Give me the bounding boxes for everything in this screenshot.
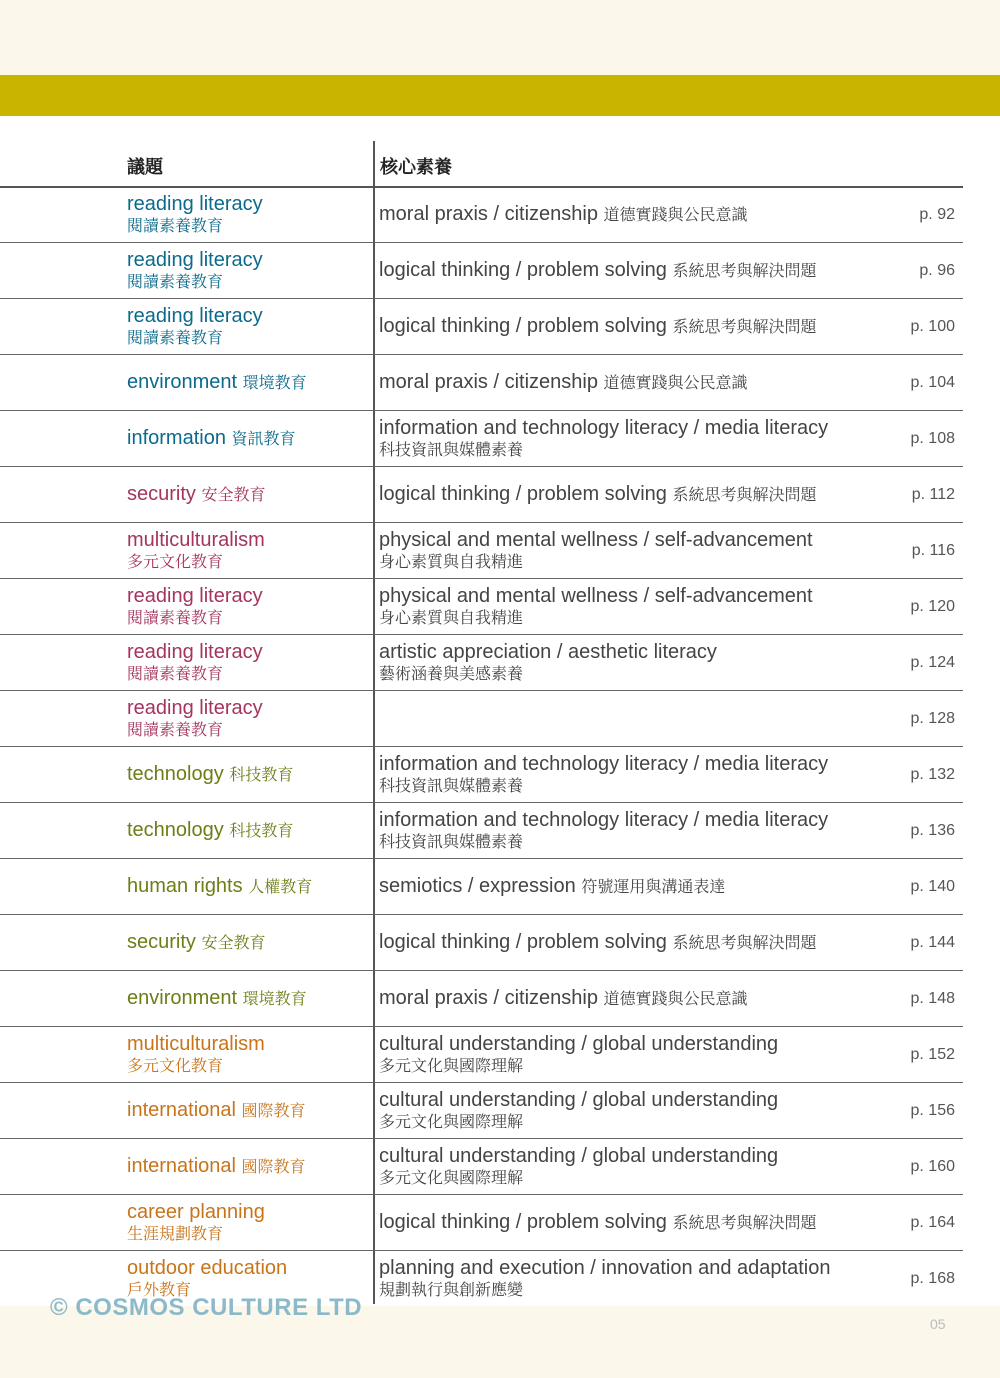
core-english: information and technology literacy / media literacy: [379, 416, 829, 439]
page-reference: p. 124: [910, 653, 955, 671]
topic-english: information: [127, 426, 226, 449]
core-english: cultural understanding / global understanding: [379, 1032, 779, 1055]
core-competency-cell: [379, 1251, 899, 1306]
core-competency-cell: [379, 1027, 899, 1082]
topic-cell: [127, 859, 367, 914]
core-english: planning and execution / innovation and adaptation: [379, 1256, 831, 1279]
core-english: logical thinking / problem solving: [379, 930, 667, 953]
table-row: [0, 411, 963, 467]
topic-english: technology: [127, 818, 224, 841]
topic-chinese: 戶外教育: [127, 1281, 192, 1299]
core-chinese: 道德實踐與公民意識: [603, 206, 748, 224]
core-chinese: 多元文化與國際理解: [379, 1057, 524, 1075]
topic-english: reading literacy: [127, 192, 263, 215]
page-reference: p. 104: [910, 373, 955, 391]
page-reference: p. 120: [910, 597, 955, 615]
topic-english: security: [127, 930, 196, 953]
topic-chinese: 多元文化教育: [127, 1057, 224, 1075]
core-chinese: 多元文化與國際理解: [379, 1113, 524, 1131]
core-competency-cell: [379, 1083, 899, 1138]
table-row: [0, 971, 963, 1027]
topic-chinese: 閱讀素養教育: [127, 665, 224, 683]
topic-chinese: 閱讀素養教育: [127, 609, 224, 627]
topic-english: multiculturalism: [127, 528, 265, 551]
core-english: moral praxis / citizenship: [379, 986, 598, 1009]
core-chinese: 系統思考與解決問題: [672, 934, 817, 952]
table-row: [0, 523, 963, 579]
core-competency-cell: [379, 411, 899, 466]
core-chinese: 道德實踐與公民意識: [603, 990, 748, 1008]
topic-chinese: 國際教育: [241, 1158, 306, 1176]
topic-cell: [127, 467, 367, 522]
core-english: logical thinking / problem solving: [379, 1210, 667, 1233]
page-reference: p. 100: [910, 317, 955, 335]
topic-cell: [127, 187, 367, 242]
topic-chinese: 資訊教育: [231, 430, 296, 448]
core-chinese: 科技資訊與媒體素養: [379, 833, 524, 851]
topic-cell: [127, 691, 367, 746]
table-row: [0, 299, 963, 355]
core-english: logical thinking / problem solving: [379, 314, 667, 337]
core-chinese: 系統思考與解決問題: [672, 486, 817, 504]
core-english: logical thinking / problem solving: [379, 482, 667, 505]
topic-chinese: 多元文化教育: [127, 553, 224, 571]
page-reference: p. 164: [910, 1213, 955, 1231]
topic-cell: [127, 1027, 367, 1082]
core-chinese: 藝術涵養與美感素養: [379, 665, 524, 683]
topic-chinese: 環境教育: [242, 990, 307, 1008]
table-row: [0, 1195, 963, 1251]
topic-cell: [127, 971, 367, 1026]
page-reference: p. 144: [910, 933, 955, 951]
topic-chinese: 閱讀素養教育: [127, 329, 224, 347]
topic-english: human rights: [127, 874, 243, 897]
core-competency-cell: [379, 1195, 899, 1250]
page-reference: p. 156: [910, 1101, 955, 1119]
topic-chinese: 國際教育: [241, 1102, 306, 1120]
topic-chinese: 安全教育: [201, 934, 266, 952]
topic-english: international: [127, 1098, 236, 1121]
topic-chinese: 閱讀素養教育: [127, 273, 224, 291]
topic-english: environment: [127, 370, 238, 393]
core-chinese: 科技資訊與媒體素養: [379, 777, 524, 795]
page-reference: p. 152: [910, 1045, 955, 1063]
table-row: [0, 1083, 963, 1139]
topic-chinese: 生涯規劃教育: [127, 1225, 224, 1243]
topic-cell: [127, 579, 367, 634]
core-chinese: 系統思考與解決問題: [672, 262, 817, 280]
core-competency-cell: [379, 467, 899, 522]
core-competency-cell: [379, 523, 899, 578]
core-chinese: 符號運用與溝通表達: [581, 878, 726, 896]
core-english: artistic appreciation / aesthetic literacy: [379, 640, 717, 663]
table-row: [0, 859, 963, 915]
topic-table-body: [0, 187, 963, 1307]
page-reference: p. 112: [911, 485, 955, 503]
page-number: 05: [930, 1316, 946, 1332]
page-reference: p. 96: [919, 261, 955, 279]
topic-cell: [127, 803, 367, 858]
topic-chinese: 安全教育: [201, 486, 266, 504]
table-row: [0, 579, 963, 635]
topic-chinese: 閱讀素養教育: [127, 217, 224, 235]
page-reference: p. 160: [910, 1157, 955, 1175]
table-row: [0, 355, 963, 411]
core-competency-cell: [379, 299, 899, 354]
page-reference: p. 136: [910, 821, 955, 839]
topic-english: reading literacy: [127, 304, 263, 327]
table-row: [0, 1027, 963, 1083]
topic-english: multiculturalism: [127, 1032, 265, 1055]
table-row: [0, 1139, 963, 1195]
topic-chinese: 科技教育: [229, 766, 294, 784]
core-english: information and technology literacy / media literacy: [379, 808, 829, 831]
topic-english: outdoor education: [127, 1256, 288, 1279]
core-competency-cell: [379, 1139, 899, 1194]
copyright-watermark: © COSMOS CULTURE LTD: [50, 1294, 363, 1321]
table-header: [0, 141, 963, 188]
page-reference: p. 148: [910, 989, 955, 1007]
table-row: [0, 635, 963, 691]
topic-cell: [127, 915, 367, 970]
topic-chinese: 環境教育: [242, 374, 307, 392]
core-english: physical and mental wellness / self-advancement: [379, 528, 813, 551]
core-chinese: 系統思考與解決問題: [672, 318, 817, 336]
topic-cell: [127, 635, 367, 690]
topic-english: reading literacy: [127, 248, 263, 271]
topic-cell: [127, 243, 367, 298]
topic-cell: [127, 747, 367, 802]
topic-english: security: [127, 482, 196, 505]
topic-english: technology: [127, 762, 224, 785]
topic-cell: [127, 1083, 367, 1138]
core-column-header: 核心素養: [380, 157, 452, 177]
topic-chinese: 科技教育: [229, 822, 294, 840]
core-chinese: 多元文化與國際理解: [379, 1169, 524, 1187]
core-chinese: 科技資訊與媒體素養: [379, 441, 524, 459]
topic-column-header: 議題: [127, 157, 163, 177]
page-reference: p. 108: [910, 429, 955, 447]
topic-english: reading literacy: [127, 584, 263, 607]
page-reference: p. 128: [910, 709, 955, 727]
top-band: [0, 0, 1000, 75]
page-reference: p. 140: [910, 877, 955, 895]
topic-cell: [127, 1139, 367, 1194]
core-chinese: 身心素質與自我精進: [379, 553, 524, 571]
page-reference: p. 168: [910, 1269, 955, 1287]
topic-english: reading literacy: [127, 640, 263, 663]
topic-cell: [127, 1195, 367, 1250]
core-competency-cell: [379, 747, 899, 802]
core-competency-cell: [379, 691, 899, 746]
core-english: moral praxis / citizenship: [379, 202, 598, 225]
topic-cell: [127, 523, 367, 578]
topic-english: environment: [127, 986, 238, 1009]
table-row: [0, 915, 963, 971]
page-reference: p. 132: [910, 765, 955, 783]
core-competency-cell: [379, 187, 899, 242]
core-english: logical thinking / problem solving: [379, 258, 667, 281]
topic-cell: [127, 299, 367, 354]
core-chinese: 道德實踐與公民意識: [603, 374, 748, 392]
core-competency-cell: [379, 859, 899, 914]
core-competency-cell: [379, 803, 899, 858]
topic-chinese: 閱讀素養教育: [127, 721, 224, 739]
page-reference: p. 92: [919, 205, 955, 223]
core-competency-cell: [379, 915, 899, 970]
table-row: [0, 803, 963, 859]
topic-cell: [127, 411, 367, 466]
table-row: [0, 187, 963, 243]
topic-cell: [127, 355, 367, 410]
core-competency-cell: [379, 635, 899, 690]
core-chinese: 身心素質與自我精進: [379, 609, 524, 627]
header-color-bar: [0, 75, 1000, 116]
table-row: [0, 243, 963, 299]
table-row: [0, 691, 963, 747]
topic-english: reading literacy: [127, 696, 263, 719]
core-english: cultural understanding / global understanding: [379, 1088, 779, 1111]
table-row: [0, 747, 963, 803]
core-english: physical and mental wellness / self-advancement: [379, 584, 813, 607]
core-competency-cell: [379, 243, 899, 298]
core-english: semiotics / expression: [379, 874, 576, 897]
page-reference: p. 116: [911, 541, 955, 559]
core-english: cultural understanding / global understanding: [379, 1144, 779, 1167]
core-english: information and technology literacy / media literacy: [379, 752, 829, 775]
core-chinese: 系統思考與解決問題: [672, 1214, 817, 1232]
core-english: moral praxis / citizenship: [379, 370, 598, 393]
topic-english: career planning: [127, 1200, 265, 1223]
core-chinese: 規劃執行與創新應變: [379, 1281, 524, 1299]
topic-chinese: 人權教育: [248, 878, 313, 896]
core-competency-cell: [379, 355, 899, 410]
core-competency-cell: [379, 579, 899, 634]
table-row: [0, 467, 963, 523]
core-competency-cell: [379, 971, 899, 1026]
topic-english: international: [127, 1154, 236, 1177]
